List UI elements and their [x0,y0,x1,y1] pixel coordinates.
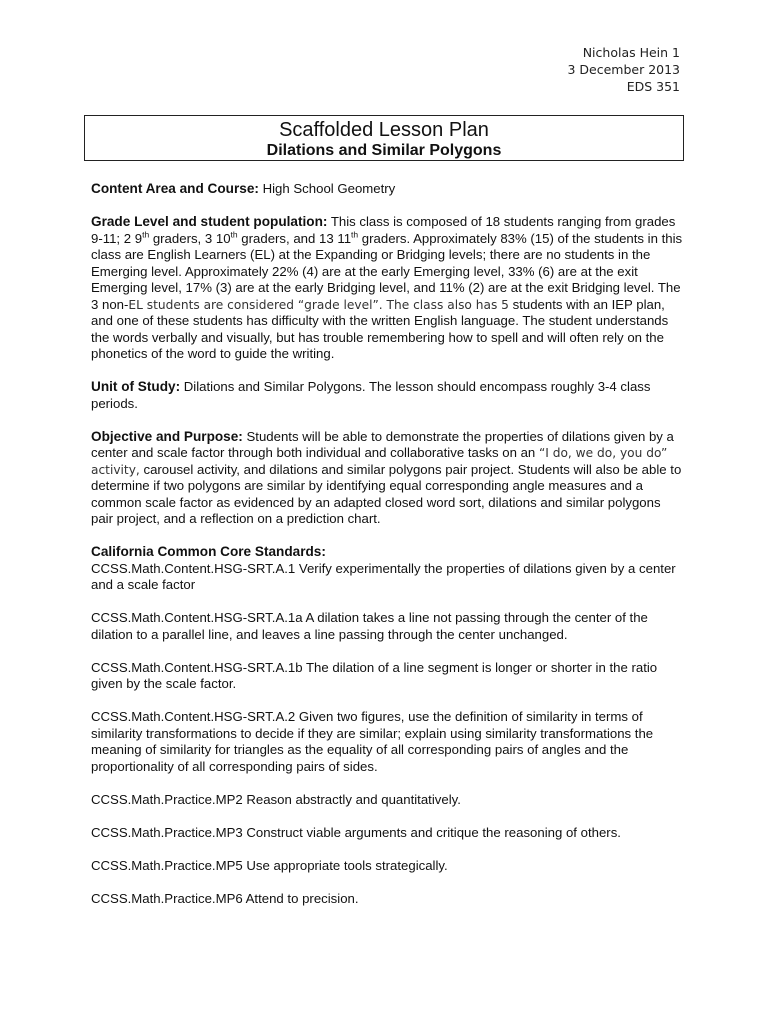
standards-heading: California Common Core Standards: [91,544,326,559]
document-body [91,181,683,907]
document-subtitle: Dilations and Similar Polygons [266,142,502,159]
objective-text-2: “I do, we do, you do” activity, [91,446,668,477]
ordinal-suffix: th [142,229,150,240]
header-course: EDS 351 [626,79,680,94]
standard-item: CCSS.Math.Content.HSG-SRT.A.1b The dilation of a line segment is longer or shorter in the ratio given by the scale factor. [91,659,658,691]
objective-label: Objective and Purpose: [91,428,243,444]
page-header [380,44,680,95]
grade-level-text-4: graders. Approximately 83% (15) of the students in this class are English Learners (EL) at the Expanding or Bridging levels; there are no students in the Emerging level. Approximately 22% (4) are at the early Emerging level, 33% (6) are at the exit Emerging level, 17% (3) are at the early Bridging level, and 11% (2) are at the exit Bridging level. The 3 non- [91,230,683,312]
grade-level-text-1: This class is composed of 18 students ranging from grades 9-11; 2 9 [91,214,676,246]
document-title: Scaffolded Lesson Plan [279,119,489,141]
standard-item: CCSS.Math.Content.HSG-SRT.A.2 Given two figures, use the definition of similarity in terms of similarity transformations to decide if they are similar; explain using similarity transformations the meaning of similarity for triangles as the equality of all corresponding pairs of angles and the proportionality of all corresponding pairs of sides. [91,709,654,774]
grade-level-label: Grade Level and student population: [91,214,328,229]
content-area-label: Content Area and Course: [91,181,259,196]
ordinal-suffix: th [230,229,238,240]
author-page-number: Nicholas Hein 1 [582,45,680,60]
unit-label: Unit of Study: [91,379,181,394]
content-area-paragraph [91,181,683,198]
standard-item: CCSS.Math.Content.HSG-SRT.A.1a A dilation takes a line not passing through the center of the dilation to a parallel line, and leaves a line passing through the center unchanged. [91,610,648,642]
grade-level-text-3: graders, and 13 11 [237,230,352,246]
standard-item: CCSS.Math.Practice.MP3 Construct viable arguments and critique the reasoning of others. [91,824,621,840]
standard-item: CCSS.Math.Practice.MP6 Attend to precision. [91,890,359,906]
objective-text-1: Students will be able to demonstrate the properties of dilations given by a center and scale factor through both individual and collaborative tasks on an [91,428,674,460]
standard-item: CCSS.Math.Content.HSG-SRT.A.1 Verify experimentally the properties of dilations given by a center and a scale factor [91,560,676,592]
title-box [84,115,684,161]
ordinal-suffix: th [351,229,359,240]
objective-text-3: carousel activity, and dilations and similar polygons pair project. Students will also be able to determine if two polygons are similar by identifying equal corresponding angle measures and a common scale factor as evidenced by an adapted closed word sort, dilations and similar polygons pair project, and a reflection on a prediction chart. [91,461,682,526]
standard-item: CCSS.Math.Practice.MP2 Reason abstractly and quantitatively. [91,791,461,807]
grade-level-text-5: EL students are considered “grade level”. The class also has 5 [128,297,509,312]
objective-paragraph [91,429,683,528]
grade-level-text-2: graders, 3 10 [149,230,231,246]
grade-level-paragraph [91,214,683,363]
unit-paragraph [91,379,683,412]
grade-level-text-6: students with an IEP plan, and one of these students has difficulty with the written English language. The student understands the words verbally and visually, but has trouble remembering how to spell and will often rely on the phonetics of the word to guide the writing. [91,296,669,361]
content-area-value: High School Geometry [258,181,396,196]
unit-value: Dilations and Similar Polygons. The lesson should encompass roughly 3-4 class periods. [91,379,651,411]
header-date: 3 December 2013 [567,62,680,77]
standard-item: CCSS.Math.Practice.MP5 Use appropriate tools strategically. [91,857,448,873]
